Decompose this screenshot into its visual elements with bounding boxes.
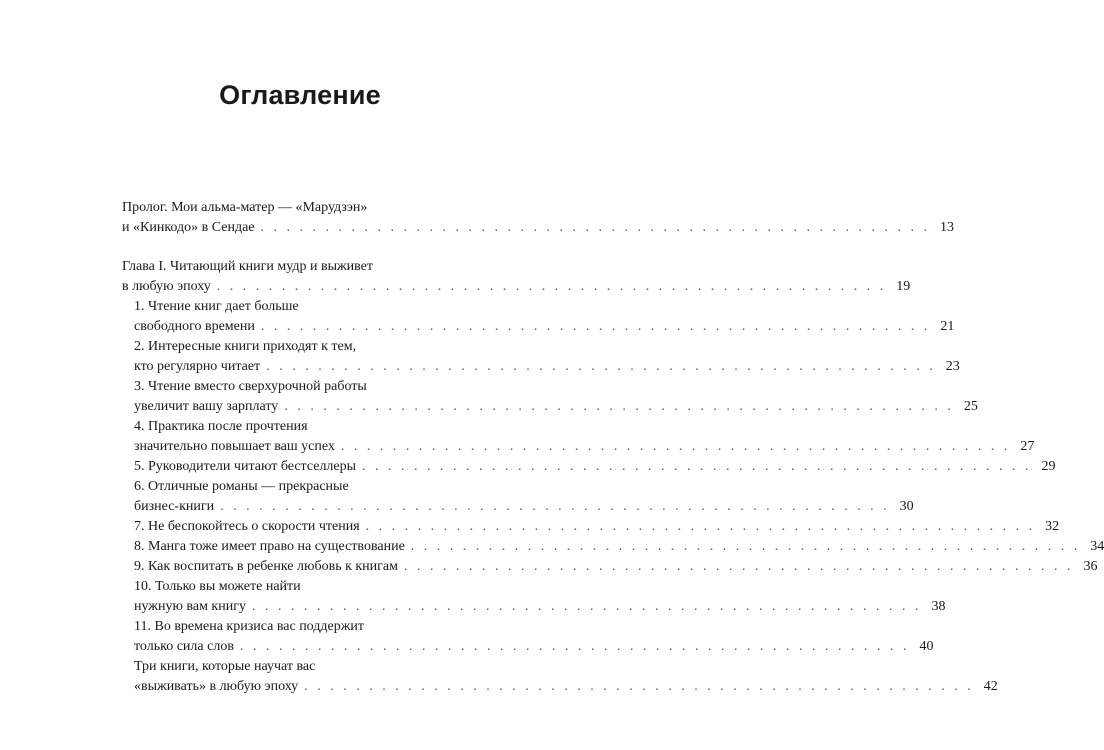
toc-entry-text: значительно повышает ваш успех	[134, 439, 335, 454]
page-number: 32	[1045, 519, 1060, 534]
toc-line	[134, 677, 998, 697]
toc-line	[134, 417, 470, 437]
toc-entry[interactable]	[122, 657, 998, 697]
dot-leader: . . . . . . . . . . . . . . . . . . . . . . . . . . . . . . . . . . . . . . . . . . . . . . . . . . . .	[362, 459, 1032, 474]
toc-entry[interactable]	[122, 557, 1098, 577]
toc-line	[134, 497, 914, 517]
toc-line	[134, 517, 1060, 537]
page-number: 36	[1083, 559, 1098, 574]
toc-entry-text: 5. Руководители читают бестселлеры	[134, 459, 357, 474]
toc-entry-text: 11. Во времена кризиса вас поддержит	[134, 619, 365, 634]
toc-entry[interactable]	[122, 517, 1060, 537]
toc-line	[134, 657, 470, 677]
page-number: 25	[963, 399, 978, 414]
page-title: Оглавление	[219, 80, 381, 110]
toc-entry[interactable]	[122, 257, 911, 297]
toc-entry-text: кто регулярно читает	[134, 359, 261, 374]
dot-leader: . . . . . . . . . . . . . . . . . . . . . . . . . . . . . . . . . . . . . . . . . . . . . . . . . . . .	[216, 279, 887, 294]
toc-line	[134, 297, 470, 317]
toc-entry[interactable]	[122, 198, 955, 238]
dot-leader: . . . . . . . . . . . . . . . . . . . . . . . . . . . . . . . . . . . . . . . . . . . . . . . . . . . .	[304, 679, 974, 694]
toc-line	[122, 257, 470, 277]
toc-line	[134, 377, 470, 397]
dot-leader: . . . . . . . . . . . . . . . . . . . . . . . . . . . . . . . . . . . . . . . . . . . . . . . . . . . .	[410, 539, 1081, 554]
toc-line	[134, 637, 934, 657]
toc-line	[134, 457, 1056, 477]
toc-entry-text: Пролог. Мои альма-матер — «Марудзэн»	[122, 200, 368, 215]
toc-entry-text: 3. Чтение вместо сверхурочной работы	[134, 379, 367, 394]
toc-entry-text: увеличит вашу зарплату	[134, 399, 279, 414]
toc-entry-text: бизнес-книги	[134, 499, 215, 514]
toc-line	[122, 218, 955, 238]
dot-leader: . . . . . . . . . . . . . . . . . . . . . . . . . . . . . . . . . . . . . . . . . . . . . . . . . . . .	[260, 220, 931, 235]
toc-entry[interactable]	[122, 417, 1035, 457]
toc-entry-text: 9. Как воспитать в ребенке любовь к книгам	[134, 559, 398, 574]
page-number: 21	[940, 319, 955, 334]
toc-entry-text: 4. Практика после прочтения	[134, 419, 308, 434]
toc-entry[interactable]	[122, 297, 955, 337]
toc-entry[interactable]	[122, 537, 1104, 557]
toc-line	[134, 537, 1104, 557]
page-number: 38	[931, 599, 946, 614]
dot-leader: . . . . . . . . . . . . . . . . . . . . . . . . . . . . . . . . . . . . . . . . . . . . . . . . . . . .	[266, 359, 936, 374]
toc-entry-text: и «Кинкодо» в Сендае	[122, 220, 255, 235]
page-number: 30	[899, 499, 914, 514]
toc-entry-text: 8. Манга тоже имеет право на существование	[134, 539, 405, 554]
toc-entry-text: Три книги, которые научат вас	[134, 659, 316, 674]
toc-entry-text: нужную вам книгу	[134, 599, 246, 614]
toc-entry[interactable]	[122, 617, 934, 657]
toc-entry-text: «выживать» в любую эпоху	[134, 679, 299, 694]
toc-entry[interactable]	[122, 477, 914, 517]
page-number: 23	[945, 359, 960, 374]
toc-line	[134, 437, 1035, 457]
toc-line	[134, 337, 470, 357]
toc-entry-text: 6. Отличные романы — прекрасные	[134, 479, 349, 494]
toc-entry[interactable]	[122, 577, 946, 617]
page-number: 29	[1041, 459, 1056, 474]
dot-leader: . . . . . . . . . . . . . . . . . . . . . . . . . . . . . . . . . . . . . . . . . . . . . . . . . . . .	[284, 399, 954, 414]
toc-entry-text: 10. Только вы можете найти	[134, 579, 301, 594]
toc-line	[134, 597, 946, 617]
toc-entry-text: 2. Интересные книги приходят к тем,	[134, 339, 357, 354]
toc-line	[134, 557, 1098, 577]
dot-leader: . . . . . . . . . . . . . . . . . . . . . . . . . . . . . . . . . . . . . . . . . . . . . . . . . . . .	[239, 639, 910, 654]
toc-entry-text: в любую эпоху	[122, 279, 211, 294]
toc-entry[interactable]	[122, 457, 1056, 477]
page-number: 40	[919, 639, 934, 654]
toc-line	[134, 477, 470, 497]
toc-entry-text: свободного времени	[134, 319, 255, 334]
toc-entry-text: Глава I. Читающий книги мудр и выживет	[122, 259, 374, 274]
toc-line	[122, 198, 470, 218]
page-number: 27	[1020, 439, 1035, 454]
dot-leader: . . . . . . . . . . . . . . . . . . . . . . . . . . . . . . . . . . . . . . . . . . . . . . . . . . . .	[365, 519, 1036, 534]
dot-leader: . . . . . . . . . . . . . . . . . . . . . . . . . . . . . . . . . . . . . . . . . . . . . . . . . . . .	[251, 599, 922, 614]
toc-entry-text: только сила слов	[134, 639, 234, 654]
toc-entry-text: 1. Чтение книг дает больше	[134, 299, 299, 314]
toc-entry[interactable]	[122, 337, 960, 377]
toc-line	[134, 357, 960, 377]
dot-leader: . . . . . . . . . . . . . . . . . . . . . . . . . . . . . . . . . . . . . . . . . . . . . . . . . . . .	[220, 499, 890, 514]
toc-entry[interactable]	[122, 377, 978, 417]
page-number: 13	[940, 220, 955, 235]
toc-entry-text: 7. Не беспокойтесь о скорости чтения	[134, 519, 360, 534]
toc-line	[122, 277, 911, 297]
dot-leader: . . . . . . . . . . . . . . . . . . . . . . . . . . . . . . . . . . . . . . . . . . . . . . . . . . . .	[340, 439, 1011, 454]
toc-line	[134, 617, 470, 637]
dot-leader: . . . . . . . . . . . . . . . . . . . . . . . . . . . . . . . . . . . . . . . . . . . . . . . . . . . .	[403, 559, 1074, 574]
table-of-contents	[122, 198, 1104, 697]
toc-line	[134, 317, 955, 337]
page-number: 34	[1090, 539, 1104, 554]
page-number: 42	[983, 679, 998, 694]
toc-line	[134, 577, 470, 597]
toc-line	[134, 397, 978, 417]
page-number: 19	[896, 279, 911, 294]
dot-leader: . . . . . . . . . . . . . . . . . . . . . . . . . . . . . . . . . . . . . . . . . . . . . . . . . . . .	[260, 319, 931, 334]
